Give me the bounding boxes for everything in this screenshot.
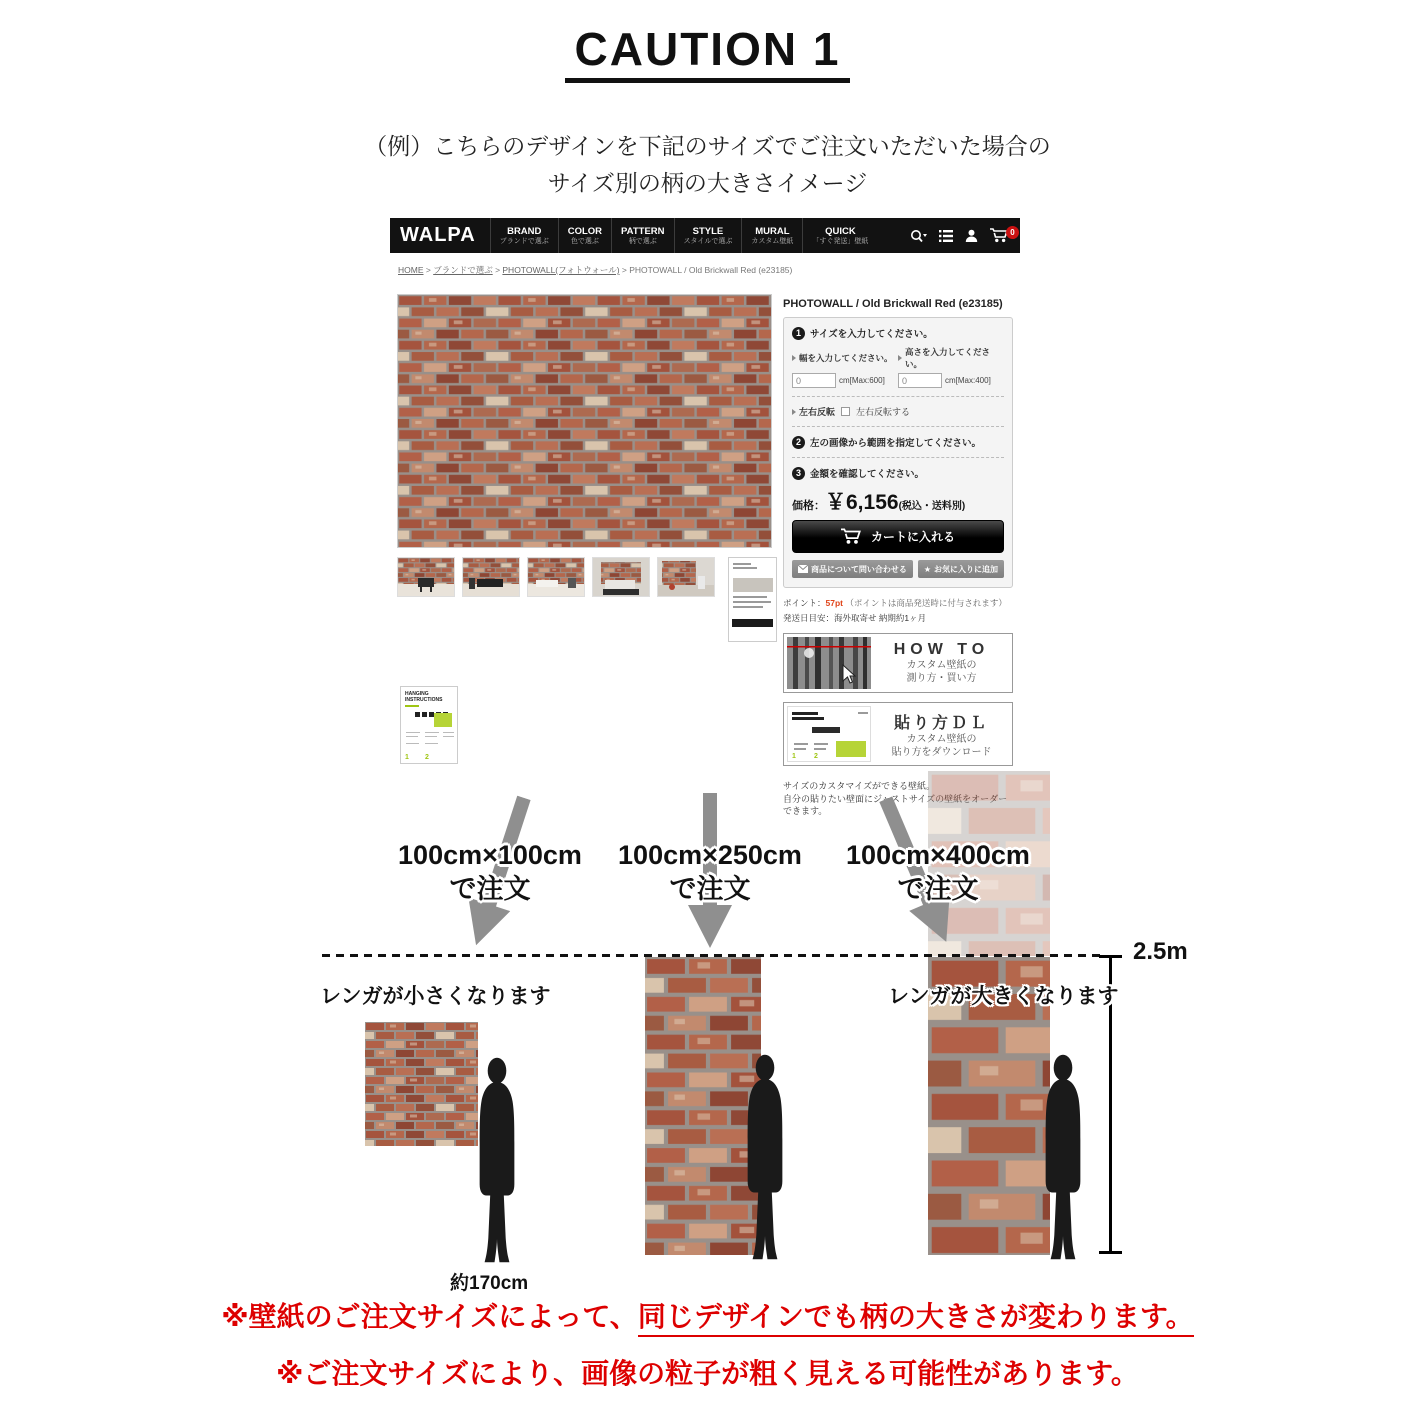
product-title: PHOTOWALL / Old Brickwall Red (e23185) bbox=[783, 298, 1003, 310]
flip-label: 左右反転 bbox=[799, 407, 836, 417]
person-silhouette-3 bbox=[1032, 1053, 1094, 1261]
measure-cap-top bbox=[1099, 955, 1122, 958]
breadcrumb: HOME > ブランドで選ぶ > PHOTOWALL(フォトウォール) > PHOTOWALL / Old Brickwall Red (e23185) bbox=[398, 265, 793, 275]
nav-item-color[interactable]: COLOR 色で選ぶ bbox=[558, 218, 611, 253]
breadcrumb-brand[interactable]: ブランドで選ぶ bbox=[433, 265, 493, 275]
inquiry-button[interactable]: 商品について問い合わせる bbox=[792, 560, 913, 578]
order-size-label-400: 100cm×400cm で注文 bbox=[846, 840, 1030, 904]
width-max-label: cm[Max:600] bbox=[839, 376, 885, 385]
breadcrumb-current: PHOTOWALL / Old Brickwall Red (e23185) bbox=[629, 265, 793, 275]
price-value: ￥6,156 bbox=[825, 491, 899, 514]
wall-height-label: 2.5m bbox=[1133, 938, 1188, 965]
hanging-instructions-thumbnail[interactable]: HANGING INSTRUCTIONS 1 2 bbox=[400, 686, 458, 764]
person-silhouette-2 bbox=[734, 1053, 796, 1261]
nav-item-quick[interactable]: QUICK 「すぐ発送」壁紙 bbox=[802, 218, 877, 253]
howto-title: HOW TO bbox=[893, 641, 990, 658]
hanging-dl-title: 貼り方ＤＬ bbox=[893, 714, 989, 732]
nav-item-pattern[interactable]: PATTERN 柄で選ぶ bbox=[611, 218, 673, 253]
step2-badge: 2 bbox=[792, 436, 805, 449]
cart-count-badge: 0 bbox=[1006, 226, 1019, 239]
step1-badge: 1 bbox=[792, 327, 805, 340]
star-icon: ★ bbox=[923, 564, 931, 574]
note-bricks-smaller: レンガが小さくなります bbox=[320, 985, 551, 1008]
price-note: (税込・送料別) bbox=[898, 501, 966, 512]
cart-icon[interactable] bbox=[990, 228, 1015, 243]
account-icon[interactable] bbox=[965, 229, 978, 242]
note-bricks-larger: レンガが大きくなります bbox=[888, 985, 1119, 1008]
step3-badge: 3 bbox=[792, 467, 805, 480]
person-silhouette-1 bbox=[466, 1056, 528, 1264]
flip-checkbox-label: 左右反転する bbox=[856, 407, 911, 417]
height-max-label: cm[Max:400] bbox=[945, 376, 991, 385]
room-thumbnail-4[interactable] bbox=[592, 557, 650, 597]
wallpaper-100cm-sample bbox=[365, 1022, 478, 1146]
breadcrumb-home[interactable]: HOME bbox=[398, 265, 424, 275]
walpa-logo[interactable]: WALPA bbox=[400, 224, 476, 246]
price-row bbox=[792, 486, 1004, 516]
add-to-cart-button[interactable]: カートに入れる bbox=[792, 520, 1004, 553]
site-navbar bbox=[390, 218, 1020, 253]
points-line: ポイント：57pt （ポイントは商品発送時に付与されます） bbox=[783, 598, 1007, 608]
subtitle-line1: （例）こちらのデザインを下記のサイズでご注文いただいた場合の bbox=[364, 133, 1051, 159]
nav-item-mural[interactable]: MURAL カスタム壁紙 bbox=[741, 218, 802, 253]
price-label: 価格： bbox=[792, 500, 825, 512]
list-icon[interactable] bbox=[939, 230, 953, 242]
nav-item-style[interactable]: STYLE スタイルで選ぶ bbox=[674, 218, 742, 253]
caution-line-1: ※壁紙のご注文サイズによって、同じデザインでも柄の大きさが変わります。 bbox=[0, 1295, 1415, 1335]
ceiling-dashed-line bbox=[322, 954, 1102, 957]
nav-item-brand[interactable]: BRAND ブランドで選ぶ bbox=[490, 218, 558, 253]
page-title: CAUTION 1 bbox=[565, 22, 851, 83]
page-title-wrap bbox=[0, 22, 1415, 83]
flip-checkbox[interactable] bbox=[841, 407, 850, 416]
cart-button-icon bbox=[841, 528, 863, 545]
instruction-thumbnail-small[interactable] bbox=[728, 557, 777, 642]
step1-label: サイズを入力してください。 bbox=[810, 329, 933, 340]
subtitle-line2: サイズ別の柄の大きさイメージ bbox=[547, 170, 868, 196]
breadcrumb-photowall[interactable]: PHOTOWALL(フォトウォール) bbox=[502, 265, 620, 275]
room-thumbnail-1[interactable] bbox=[397, 557, 455, 597]
caution-line-1-underlined: 同じデザインでも柄の大きさが変わります。 bbox=[638, 1301, 1194, 1337]
search-icon[interactable] bbox=[910, 229, 927, 243]
hanging-dl-banner[interactable]: 1 2 貼り方ＤＬ カスタム壁紙の 貼り方をダウンロード bbox=[783, 702, 1013, 766]
order-panel bbox=[783, 317, 1013, 588]
favorite-button[interactable]: ★ お気に入りに追加 bbox=[918, 560, 1004, 578]
points-value: 57pt bbox=[825, 598, 843, 608]
person-height-label: 約170cm bbox=[450, 1273, 529, 1294]
room-thumbnail-5[interactable] bbox=[657, 557, 715, 597]
order-size-label-100: 100cm×100cm で注文 bbox=[398, 840, 582, 904]
width-label: 幅を入力してください。 bbox=[799, 353, 893, 363]
howto-banner[interactable]: HOW TO カスタム壁紙の 測り方・買い方 bbox=[783, 633, 1013, 693]
website-screenshot bbox=[390, 218, 1020, 817]
measure-cap-bottom bbox=[1099, 1251, 1122, 1254]
order-size-label-250: 100cm×250cm で注文 bbox=[618, 840, 802, 904]
step3-label: 金額を確認してください。 bbox=[810, 469, 925, 480]
room-thumbnail-3[interactable] bbox=[527, 557, 585, 597]
step2-label: 左の画像から範囲を指定してください。 bbox=[810, 438, 982, 449]
howto-thumbnail-image bbox=[787, 637, 871, 689]
caution-line-2: ※ご注文サイズにより、画像の粒子が粗く見える可能性があります。 bbox=[276, 1358, 1139, 1389]
hanging-dl-thumbnail: 1 2 bbox=[787, 706, 871, 762]
room-thumbnail-2[interactable] bbox=[462, 557, 520, 597]
thumbnail-row bbox=[397, 557, 777, 642]
product-main-image[interactable] bbox=[397, 294, 772, 548]
height-label: 高さを入力してください。 bbox=[905, 347, 991, 369]
mail-icon bbox=[798, 565, 808, 573]
product-description: サイズのカスタマイズができる壁紙。 自分の貼りたい壁面にジャストサイズの壁紙をオーダーできます。 bbox=[783, 781, 1008, 817]
shipping-line: 発送日目安：海外取寄せ 納期約1ヶ月 bbox=[783, 613, 927, 623]
height-input[interactable] bbox=[898, 373, 942, 388]
width-input[interactable] bbox=[792, 373, 836, 388]
